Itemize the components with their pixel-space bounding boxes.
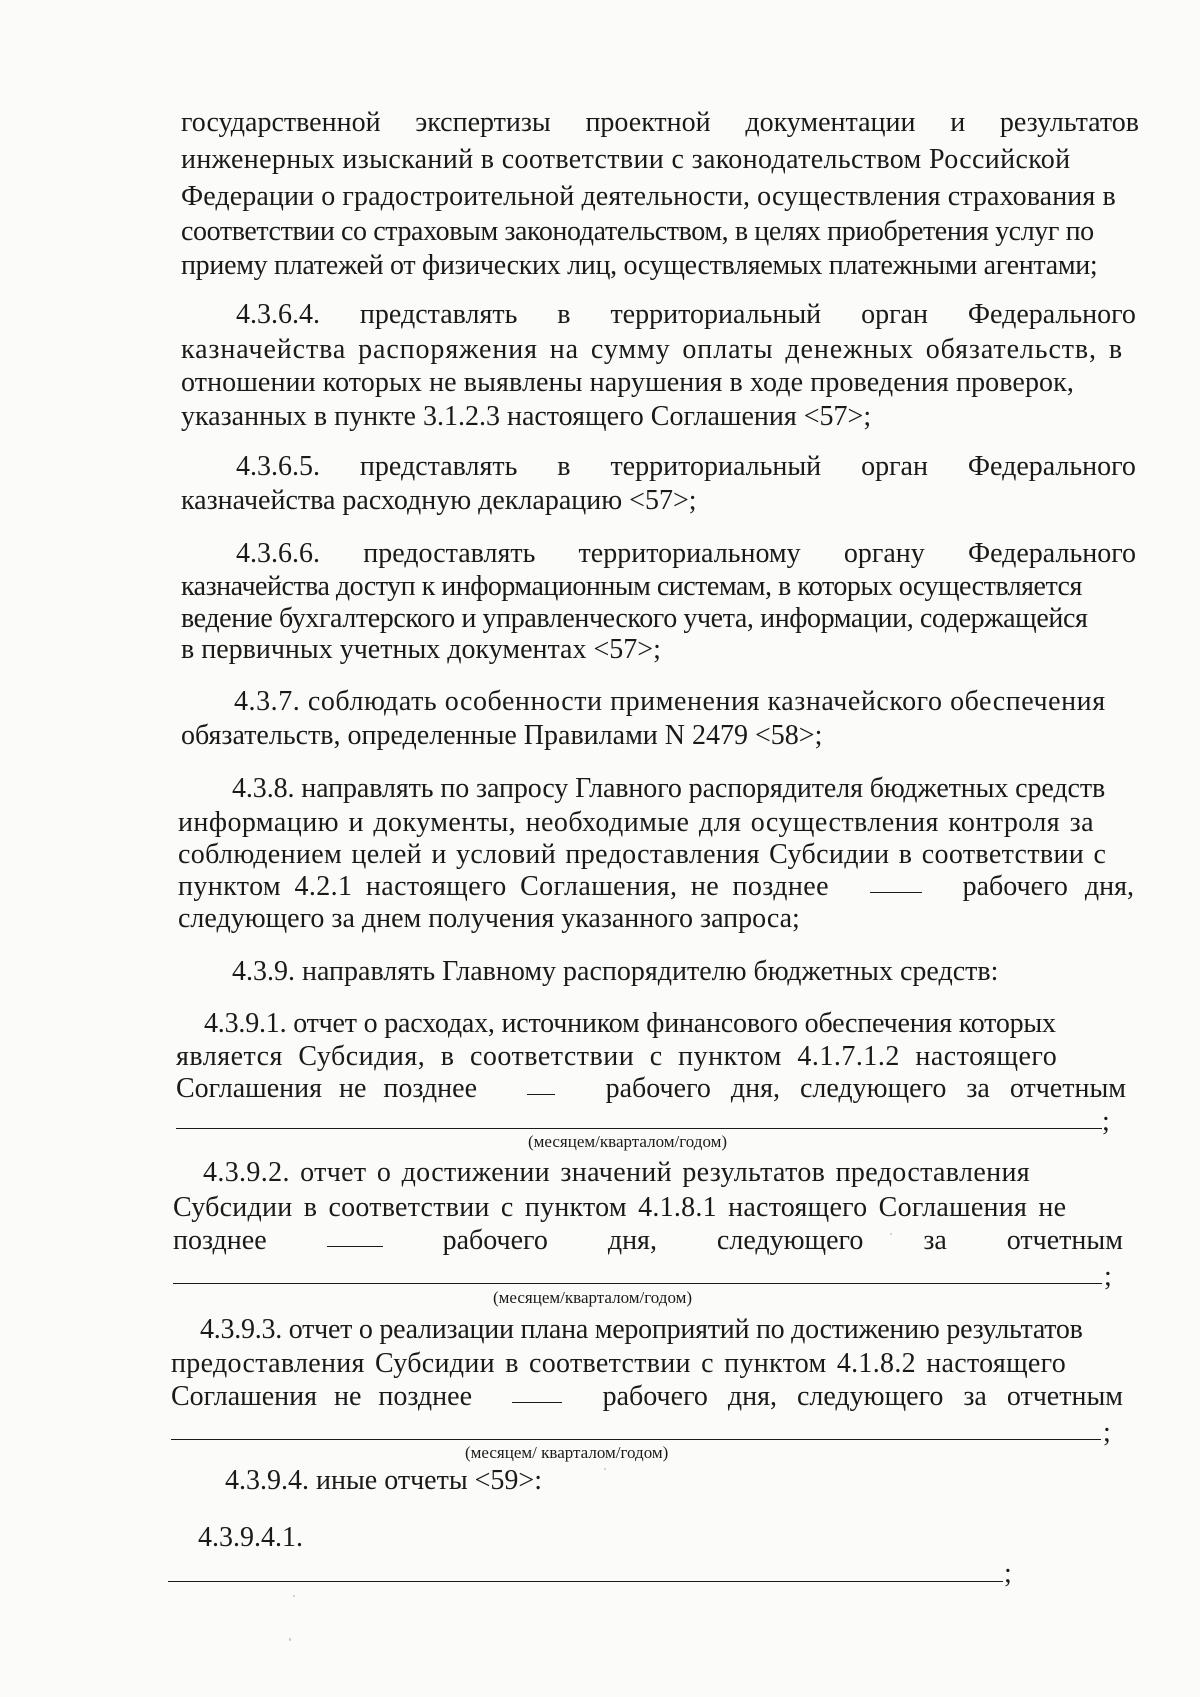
word: государственной xyxy=(181,107,381,138)
paragraph-line: указанных в пункте 3.1.2.3 настоящего Соглашения <57>; xyxy=(181,401,872,432)
paragraph-line: в первичных учетных документах <57>; xyxy=(181,634,661,665)
paragraph-line: соответствии со страховым законодательством, в целях приобретения услуг по xyxy=(181,216,1094,247)
paragraph-line: информацию и документы, необходимые для осуществления контроля за xyxy=(178,807,1094,838)
semicolon: ; xyxy=(1104,1261,1112,1292)
paragraph-line: приему платежей от физических лиц, осуществляемых платежными агентами; xyxy=(181,250,1098,281)
paragraph-line: предоставления Субсидии в соответствии с пунктом 4.1.8.2 настоящего xyxy=(171,1348,1067,1379)
paragraph-line: соблюдением целей и условий предоставления Субсидии в соответствии с xyxy=(178,839,1107,870)
paragraph-line: Субсидии в соответствии с пунктом 4.1.8.1 настоящего Соглашения не xyxy=(173,1192,1067,1223)
word: предоставлять xyxy=(363,538,536,569)
paragraph-line: 4.3.9.4.1. xyxy=(198,1522,303,1553)
fill-in-line xyxy=(176,1128,1102,1129)
period-caption: (месяцем/кварталом/годом) xyxy=(493,1288,693,1307)
semicolon: ; xyxy=(1004,1558,1012,1589)
word: дня, xyxy=(607,1225,657,1256)
clause-number: 4.3.6.5. xyxy=(236,451,320,482)
clause-number: 4.3.6.4. xyxy=(236,299,320,330)
period-caption: (месяцем/кварталом/годом) xyxy=(528,1132,728,1151)
fill-in-line xyxy=(171,1439,1101,1440)
word: представлять xyxy=(359,451,518,482)
fill-in-line xyxy=(168,1581,1003,1582)
word: документации xyxy=(745,107,916,138)
scan-speck xyxy=(890,1233,892,1235)
blank-field xyxy=(512,1380,562,1403)
word: в xyxy=(557,451,571,482)
scan-speck xyxy=(289,1638,291,1641)
blank-field xyxy=(327,1224,383,1247)
word: экспертизы xyxy=(415,107,551,138)
paragraph-line: обязательств, определенные Правилами N 2479 <58>; xyxy=(181,720,823,751)
paragraph-line xyxy=(173,1224,1123,1258)
clause-text: рабочего дня, следующего за отчетным xyxy=(602,1381,1123,1412)
word: орган xyxy=(861,451,928,482)
paragraph-line: 4.3.8. направлять по запросу Главного распорядителя бюджетных средств xyxy=(232,773,1106,804)
blank-field xyxy=(870,870,922,893)
word: орган xyxy=(861,299,928,330)
semicolon: ; xyxy=(1102,1106,1110,1137)
word: и xyxy=(950,107,966,138)
period-caption: (месяцем/ кварталом/годом) xyxy=(465,1443,669,1462)
word: рабочего xyxy=(442,1225,548,1256)
word: результатов xyxy=(999,107,1139,138)
scan-speck xyxy=(604,1468,606,1470)
word: территориальный xyxy=(610,451,822,482)
clause-text: рабочего дня, следующего за отчетным xyxy=(605,1073,1126,1104)
word: Федерального xyxy=(967,299,1136,330)
clause-text: рабочего дня, xyxy=(962,871,1134,902)
paragraph-line: является Субсидия, в соответствии с пунктом 4.1.7.1.2 настоящего xyxy=(176,1041,1058,1072)
word: Федерального xyxy=(967,538,1136,569)
paragraph-line xyxy=(171,1380,1123,1414)
word: территориальному xyxy=(578,538,801,569)
word: Федерального xyxy=(967,451,1136,482)
clause-number: 4.3.6.6. xyxy=(236,538,320,569)
paragraph-line: казначейства доступ к информационным системам, в которых осуществляется xyxy=(181,571,1082,602)
blank-field xyxy=(527,1072,555,1095)
word: представлять xyxy=(359,299,518,330)
paragraph-line: 4.3.7. соблюдать особенности применения казначейского обеспечения xyxy=(234,686,1106,717)
paragraph-line: 4.3.9.3. отчет о реализации плана мероприятий по достижению результатов xyxy=(200,1314,1083,1345)
word: отчетным xyxy=(1006,1225,1123,1256)
paragraph-line xyxy=(236,298,1136,332)
paragraph-line: 4.3.9.1. отчет о расходах, источником финансового обеспечения которых xyxy=(204,1008,1056,1039)
word: территориальный xyxy=(610,299,822,330)
paragraph-line: казначейства распоряжения на сумму оплаты денежных обязательств, в xyxy=(181,334,1123,365)
scan-speck xyxy=(293,1595,295,1597)
semicolon: ; xyxy=(1103,1417,1111,1448)
paragraph-line: 4.3.9.4. иные отчеты <59>: xyxy=(225,1465,542,1496)
paragraph-line: Федерации о градостроительной деятельности, осуществления страхования в xyxy=(181,181,1116,212)
clause-text: Соглашения не позднее xyxy=(176,1073,478,1104)
paragraph-line xyxy=(236,450,1136,484)
paragraph-line: 4.3.9. направлять Главному распорядителю бюджетных средств: xyxy=(232,956,999,987)
paragraph-line xyxy=(181,106,1139,140)
paragraph-line: инженерных изысканий в соответствии с законодательством Российской xyxy=(181,144,1071,175)
paragraph-line xyxy=(178,870,1134,904)
word: в xyxy=(557,299,571,330)
paragraph-line: казначейства расходную декларацию <57>; xyxy=(181,485,697,516)
word: органу xyxy=(843,538,925,569)
word: следующего xyxy=(716,1225,864,1256)
clause-text: пунктом 4.2.1 настоящего Соглашения, не позднее xyxy=(178,871,829,902)
paragraph-line: 4.3.9.2. отчет о достижении значений результатов предоставления xyxy=(203,1157,1031,1188)
paragraph-line: отношении которых не выявлены нарушения в ходе проведения проверок, xyxy=(181,367,1074,398)
fill-in-line xyxy=(173,1283,1102,1284)
paragraph-line: следующего за днем получения указанного запроса; xyxy=(178,903,800,934)
clause-text: позднее xyxy=(173,1225,267,1256)
word: проектной xyxy=(585,107,711,138)
paragraph-line xyxy=(176,1072,1126,1106)
paragraph-line xyxy=(236,537,1136,571)
word: за xyxy=(923,1225,947,1256)
paragraph-line: ведение бухгалтерского и управленческого учета, информации, содержащейся xyxy=(181,603,1088,634)
clause-text: Соглашения не позднее xyxy=(171,1381,473,1412)
